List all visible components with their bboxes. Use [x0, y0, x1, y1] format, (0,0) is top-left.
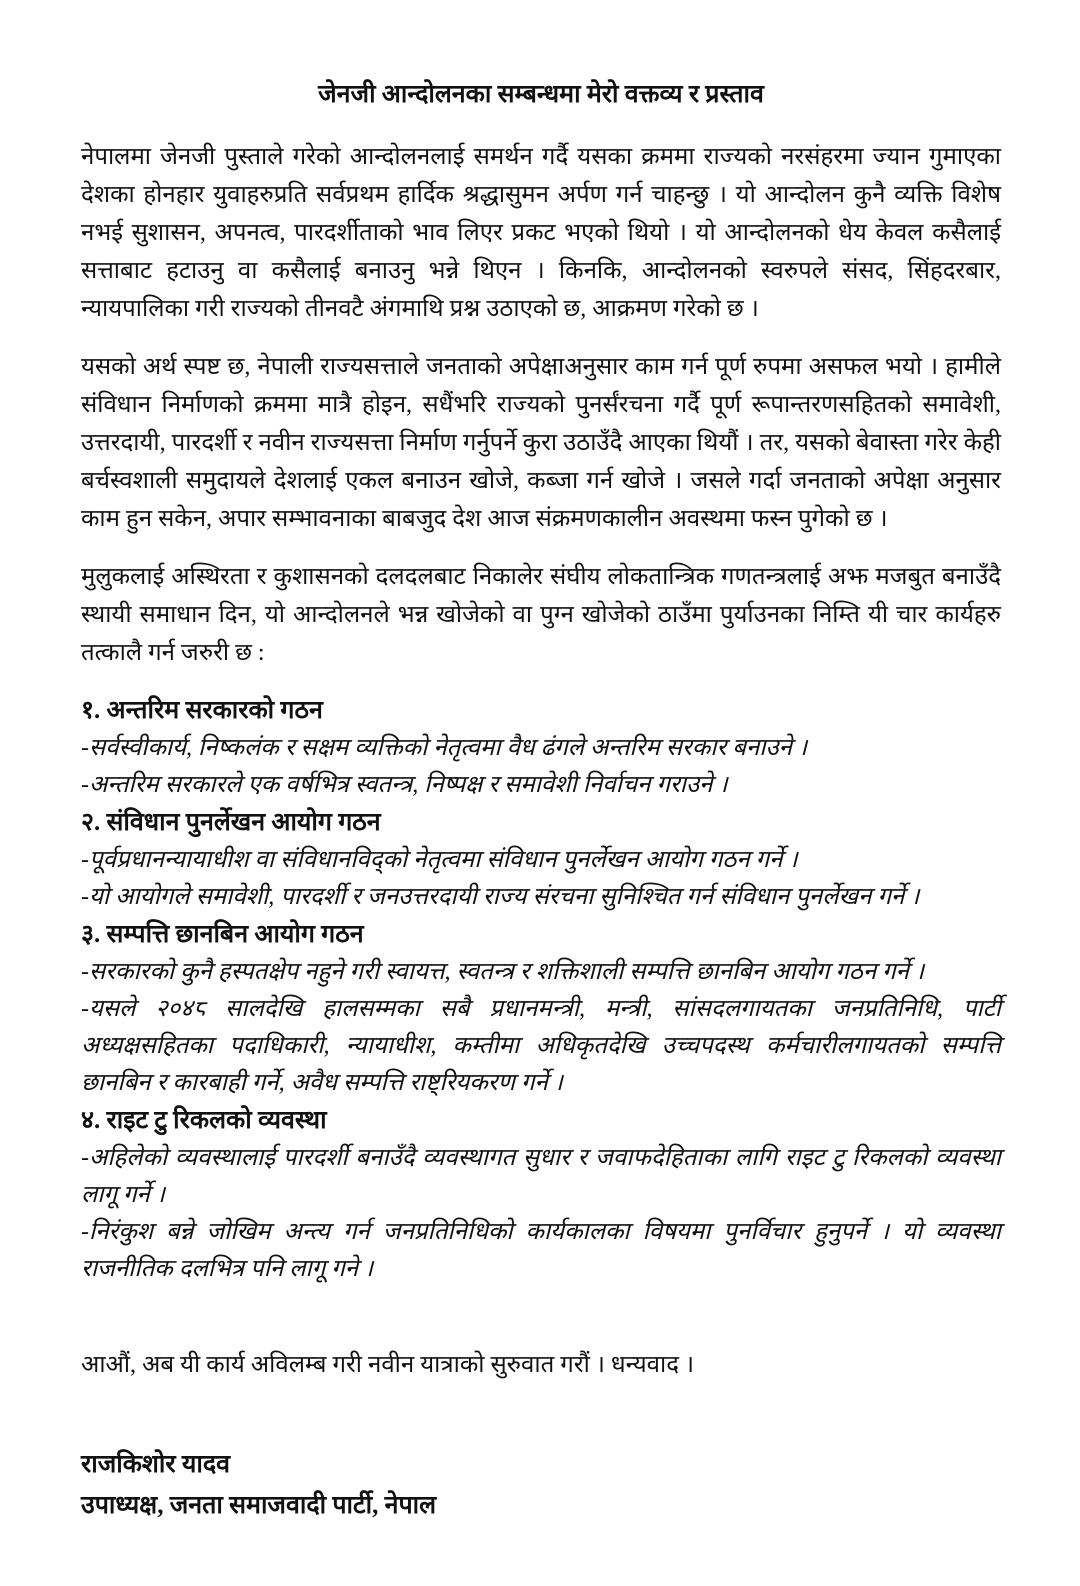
section-heading-2: २. संविधान पुनर्लेखन आयोग गठन: [81, 809, 381, 836]
paragraph-intro: नेपालमा जेनजी पुस्ताले गरेको आन्दोलनलाई समर्थन गर्दै यसका क्रममा राज्यको नरसंहरमा ज्यान गुमाएका देशका होनहार युवाहरुप्रति सर्वप्रथम हार्दिक श्रद्धासुमन अर्पण गर्न चाहन्छु । यो आन्दोलन कुनै व्यक्ति विशेष नभई सुशासन, अपनत्व, पारदर्शीताको भाव लिएर प्रकट भएको थियो । यो आन्दोलनको धेय केवल कसैलाई सत्ताबाट हटाउनु वा कसैलाई बनाउनु भन्ने थिएन । किनकि, आन्दोलनको स्वरुपले संसद, सिंहदरबार, न्यायपालिका गरी राज्यको तीनवटै अंगमाथि प्रश्न उठाएको छ, आक्रमण गरेको छ ।: [81, 144, 1001, 322]
section-4-item-1: -अहिलेको व्यवस्थालाई पारदर्शी बनाउँदै व्यवस्थागत सुधार र जवाफदेहिताका लागि राइट टु रिकलको व्यवस्था लागू गर्ने ।: [81, 1145, 1001, 1208]
section-1-item-1: -सर्वस्वीकार्य, निष्कलंक र सक्षम व्यक्तिको नेतृत्वमा वैध ढंगले अन्तरिम सरकार बनाउने ।: [81, 735, 808, 761]
signature-role: उपाध्यक्ष, जनता समाजवादी पार्टी, नेपाल: [81, 1492, 437, 1519]
section-4-item-2: -निरंकुश बन्ने जोखिम अन्त्य गर्न जनप्रतिनिधिको कार्यकालका विषयमा पुनर्विचार हुनुपर्ने । यो व्यवस्था राजनीतिक दलभित्र पनि लागू गने ।: [81, 1219, 1001, 1282]
signature-name: राजकिशोर यादव: [81, 1451, 231, 1478]
section-2-item-2: -यो आयोगले समावेशी, पारदर्शी र जनउत्तरदायी राज्य संरचना सुनिश्चित गर्न संविधान पुनर्लेखन गर्ने ।: [81, 884, 920, 910]
section-right-to-recall: [81, 1102, 1001, 1288]
section-3-item-1: -सरकारको कुनै हस्पतक्षेप नहुने गरी स्वायत्त, स्वतन्त्र र शक्तिशाली सम्पत्ति छानबिन आयोग गठन गर्ने ।: [81, 959, 925, 985]
section-constitution-rewrite: [81, 804, 1001, 916]
signature-block: [81, 1444, 1001, 1526]
section-heading-3: ३. सम्पत्ति छानबिन आयोग गठन: [81, 921, 364, 948]
section-heading-4: ४. राइट टु रिकलको व्यवस्था: [81, 1107, 327, 1134]
section-heading-1: १. अन्तरिम सरकारको गठन: [81, 697, 323, 724]
closing-statement: आऔं, अब यी कार्य अविलम्ब गरी नवीन यात्राको सुरुवात गरौं । धन्यवाद ।: [81, 1352, 695, 1378]
paragraph-demands-lead: मुलुकलाई अस्थिरता र कुशासनको दलदलबाट निकालेर संघीय लोकतान्त्रिक गणतन्त्रलाई अझ मजबुत बनाउँदै स्थायी समाधान दिन, यो आन्दोलनले भन्न खोजेको वा पुग्न खोजेको ठाउँमा पुर्याउनका निम्ति यी चार कार्यहरु तत्कालै गर्न जरुरी छ :: [81, 564, 1001, 666]
section-property-investigation: [81, 916, 1001, 1102]
document-title: जेनजी आन्दोलनका सम्बन्धमा मेरो वक्तव्य र प्रस्ताव: [318, 81, 764, 108]
paragraph-analysis: यसको अर्थ स्पष्ट छ, नेपाली राज्यसत्ताले जनताको अपेक्षाअनुसार काम गर्न पूर्ण रुपमा असफल भयो । हामीले संविधान निर्माणको क्रममा मात्रै होइन, सधैंभरि राज्यको पुनर्संरचना गर्दै पूर्ण रूपान्तरणसहितको समावेशी, उत्तरदायी, पारदर्शी र नवीन राज्यसत्ता निर्माण गर्नुपर्ने कुरा उठाउँदै आएका थियौं । तर, यसको बेवास्ता गरेर केही बर्चस्वशाली समुदायले देशलाई एकल बनाउन खोजे, कब्जा गर्न खोजे । जसले गर्दा जनताको अपेक्षा अनुसार काम हुन सकेन, अपार सम्भावनाका बाबजुद देश आज संक्रमणकालीन अवस्थमा फस्न पुगेको छ ।: [81, 354, 1001, 532]
section-2-item-1: -पूर्वप्रधानन्यायाधीश वा संविधानविद्को नेतृत्वमा संविधान पुनर्लेखन आयोग गठन गर्ने ।: [81, 847, 798, 873]
section-1-item-2: -अन्तरिम सरकारले एक वर्षभित्र स्वतन्त्र, निष्पक्ष र समावेशी निर्वाचन गराउने ।: [81, 772, 728, 798]
section-3-item-2: -यसले २०४८ सालदेखि हालसम्मका सबै प्रधानमन्त्री, मन्त्री, सांसदलगायतका जनप्रतिनिधि, पार्टी अध्यक्षसहितका पदाधिकारी, न्यायाधीश, कम्तीमा अधिकृतदेखि उच्चपदस्थ कर्मचारीलगायतको सम्पत्ति छानबिन र कारबाही गर्ने, अवैध सम्पत्ति राष्ट्रियकरण गर्ने ।: [81, 996, 1001, 1096]
section-interim-government: [81, 692, 1001, 804]
